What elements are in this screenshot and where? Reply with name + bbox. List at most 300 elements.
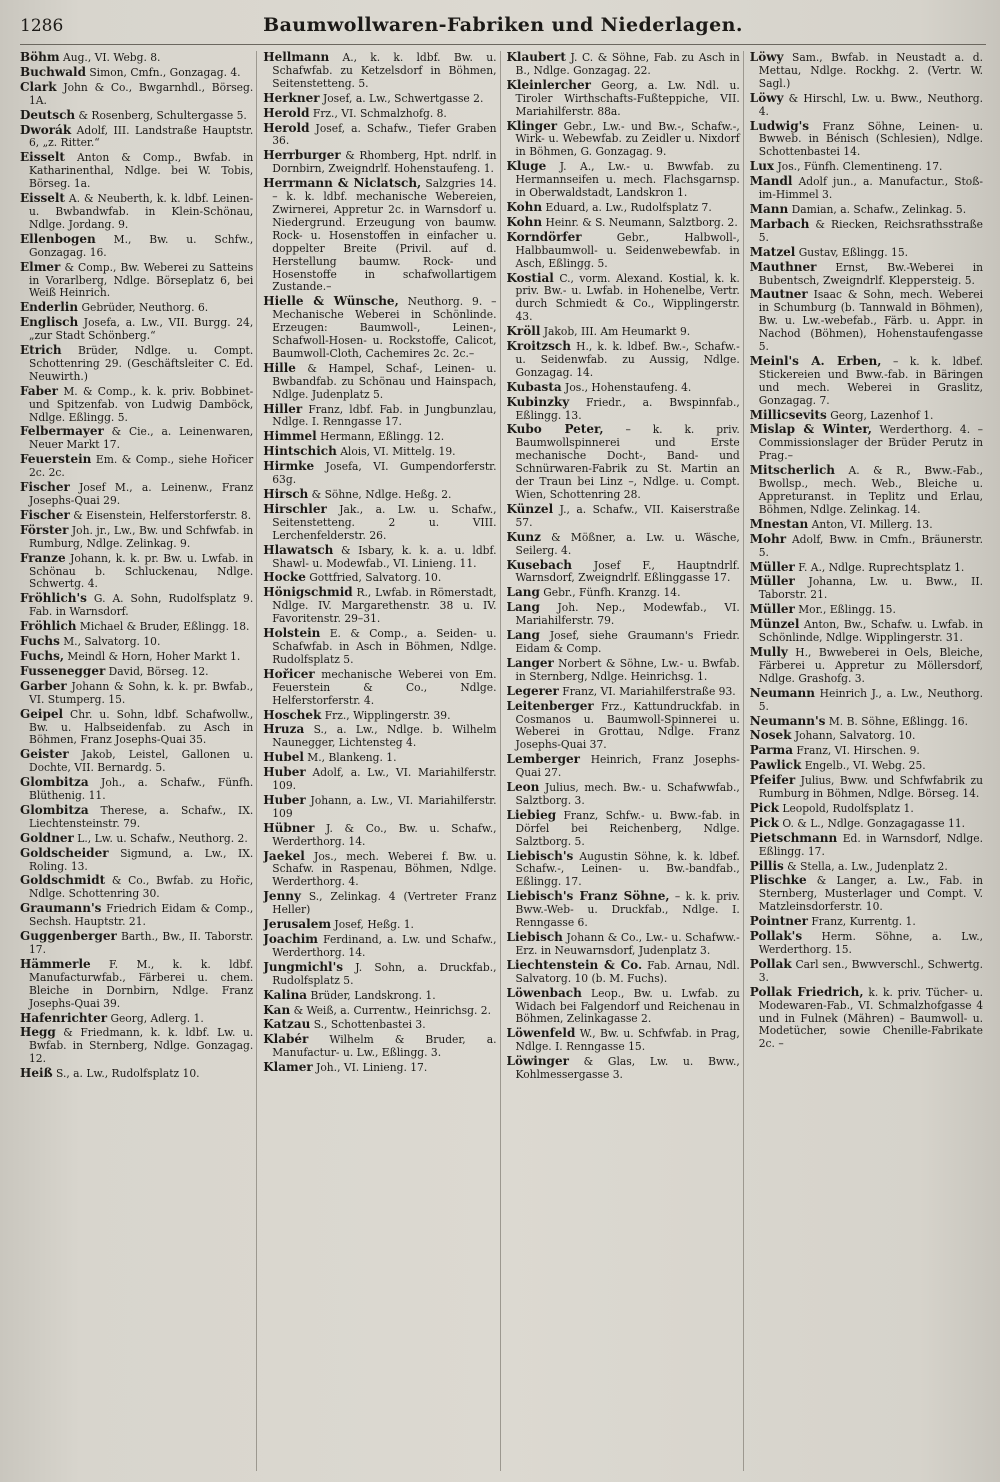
- entry-name: Geister: [20, 747, 69, 762]
- entry-name: Fuchs,: [20, 648, 64, 663]
- entry-details: Johann & Co., Lw.- u. Schafww.-Erz. in Neuwarnsdorf, Judenplatz 3.: [515, 931, 740, 957]
- directory-entry: [20, 708, 253, 748]
- directory-entry: [263, 918, 496, 932]
- entry-details: C., vorm. Alexand. Kostial, k. k. priv. Bw.- u. Lwfab. in Hohenelbe, Vertr. durch Schmiedt & Co., Wipplingerstr. 43.: [515, 271, 740, 324]
- entry-details: Georg, Adlerg. 1.: [107, 1011, 204, 1025]
- directory-entry: [750, 618, 983, 645]
- entry-details: Barth., Bw., II. Taborstr. 17.: [29, 930, 254, 956]
- directory-entry: [507, 753, 740, 780]
- entry-name: Jerusalem: [263, 917, 332, 932]
- entry-details: & Cie., a. Leinenwaren, Neuer Markt 17.: [29, 425, 254, 452]
- entry-details: Johann & Sohn, k. k. pr. Bwfab., VI. Stumperg. 15.: [29, 679, 254, 706]
- entry-details: Mor., Eßlingg. 15.: [794, 603, 896, 617]
- entry-name: Pillis: [749, 858, 784, 873]
- entry-name: Eisselt: [20, 150, 65, 165]
- entry-details: J., a. Schafw., VII. Kaiserstraße 57.: [515, 502, 740, 529]
- entry-name: Liebisch's Franz Söhne,: [506, 889, 670, 904]
- entry-name: Eisselt: [20, 191, 65, 206]
- entry-name: Müller: [749, 574, 795, 589]
- entry-name: Ellenbogen: [20, 231, 96, 246]
- entry-name: Hübner: [263, 820, 315, 835]
- directory-entry: [750, 518, 983, 532]
- entry-details: E. & Comp., a. Seiden- u. Schafwfab. in Asch in Böhmen, Ndlge. Rudolfsplatz 5.: [272, 627, 497, 666]
- entry-details: Eduard, a. Lw., Rudolfsplatz 7.: [542, 200, 712, 214]
- entry-name: Münzel: [749, 617, 800, 632]
- directory-entry: [750, 423, 983, 463]
- directory-entry: [507, 340, 740, 380]
- entry-name: Herold: [263, 105, 310, 120]
- entry-name: Pointner: [749, 914, 808, 929]
- directory-entry: [750, 288, 983, 354]
- directory-entry: [507, 79, 740, 119]
- entry-details: Meindl & Horn, Hoher Markt 1.: [64, 649, 241, 663]
- directory-entry: [507, 503, 740, 530]
- entry-details: Isaac & Sohn, mech. Weberei in Schumburg (b. Tannwald in Böhmen), Bw. u. Lw.-webefab., Färb. u. Appr. in Nachod (Böhmen), Hohenstaufengasse 5.: [758, 288, 983, 354]
- entry-name: Pollak's: [749, 929, 803, 944]
- entry-name: Goldschmidt: [20, 873, 106, 888]
- directory-entry: [750, 355, 983, 408]
- entry-details: Alois, VI. Mittelg. 19.: [336, 445, 456, 459]
- entry-name: Plischke: [749, 873, 807, 888]
- directory-entry: [20, 847, 253, 874]
- directory-entry: [20, 1012, 253, 1026]
- entry-details: Georg, a. Lw. Ndl. u. Tiroler Wirthschafts-Fußteppiche, VII. Mariahilferstr. 88a.: [515, 78, 740, 118]
- entry-name: Pick: [749, 815, 779, 830]
- entry-name: Kalina: [263, 987, 308, 1002]
- entry-details: Salzgries 14. – k. k. ldbf. mechanische Webereien, Zwirnerei, Appretur 2c. in Warnsdorf u. Niedergrund. Erzeugung von baumw. Rock- u. Hosenstoffen in einfacher u. doppelter Breite (Privil. auf d. Herstellung baumw. Rock- und Hosenstoffe in schafwollartigem Zustande.–: [272, 177, 497, 294]
- entry-details: & Rosenberg, Schultergasse 5.: [75, 108, 247, 122]
- directory-entry: [263, 362, 496, 402]
- directory-column-1: [20, 51, 257, 1471]
- entry-details: Josef, a. Schafw., Tiefer Graben 36.: [272, 121, 497, 148]
- entry-name: Kubinzky: [506, 394, 570, 409]
- entry-details: Ferdinand, a. Lw. und Schafw., Werderthorg. 14.: [272, 933, 497, 959]
- directory-entry: [750, 986, 983, 1052]
- directory-entry: [263, 571, 496, 585]
- entry-details: Werderthorg. 4. – Commissionslager der Brüder Perutz in Prag.–: [758, 423, 983, 463]
- directory-entry: [20, 316, 253, 343]
- entry-details: Heinr. & S. Neumann, Salztborg. 2.: [542, 215, 738, 229]
- directory-entry: [263, 989, 496, 1003]
- entry-details: Carl sen., Bwwverschl., Schwertg. 3.: [758, 957, 983, 984]
- directory-entry: [263, 503, 496, 543]
- entry-name: Liebisch's: [506, 848, 574, 863]
- entry-name: Mohr: [749, 531, 787, 546]
- directory-entry: [263, 460, 496, 487]
- entry-name: Löwenfeld: [506, 1026, 576, 1041]
- entry-details: Ernst, Bw.-Weberei in Bubentsch, Zweigndrlf. Kleppersteig. 5.: [758, 260, 983, 287]
- entry-details: Em. & Comp., siehe Hořicer 2c. 2c.: [29, 453, 254, 480]
- entry-name: Hirsch: [263, 487, 309, 501]
- entry-name: Hořicer: [263, 666, 315, 681]
- directory-entry: [750, 175, 983, 202]
- entry-name: Hielle & Wünsche,: [263, 294, 399, 309]
- entry-name: Kostial: [506, 270, 554, 285]
- entry-name: Müller: [749, 602, 795, 617]
- entry-details: Michael & Bruder, Eßlingg. 18.: [76, 620, 250, 634]
- entry-details: Frz., VI. Schmalzhofg. 8.: [309, 106, 447, 120]
- directory-entry: [263, 544, 496, 571]
- entry-details: F. A., Ndlge. Ruprechtsplatz 1.: [794, 560, 965, 574]
- entry-name: Goldner: [20, 830, 74, 845]
- entry-details: J. & Co., Bw. u. Schafw., Werderthorg. 14.: [272, 821, 497, 848]
- directory-entry: [507, 685, 740, 699]
- directory-entry: [507, 781, 740, 808]
- entry-name: Kleinlercher: [506, 77, 591, 92]
- entry-details: Johanna, Lw. u. Bww., II. Taborstr. 21.: [758, 575, 983, 602]
- directory-entry: [507, 531, 740, 558]
- entry-details: R., Lwfab. in Römerstadt, Ndlge. IV. Margarethenstr. 38 u. IV. Favoritenstr. 29–31.: [272, 586, 497, 626]
- directory-entry: [263, 586, 496, 626]
- directory-entry: [20, 874, 253, 901]
- directory-entry: [750, 715, 983, 729]
- entry-name: Fröhlich's: [20, 591, 87, 606]
- entry-name: Matzel: [749, 244, 796, 259]
- entry-details: Joh. jr., Lw., Bw. und Schfwfab. in Rumburg, Ndlge. Zelinkag. 9.: [29, 523, 254, 550]
- entry-details: M., Salvatorg. 10.: [59, 635, 161, 649]
- directory-entry: [263, 149, 496, 176]
- directory-entry: [20, 1026, 253, 1066]
- entry-details: Franz, Kurrentg. 1.: [807, 915, 916, 929]
- entry-details: Simon, Cmfn., Gonzagag. 4.: [85, 65, 241, 79]
- entry-details: M. & Comp., k. k. priv. Bobbinet- und Spitzenfab. von Ludwig Damböck, Ndlge. Eßlingg. 5.: [29, 384, 254, 424]
- directory-entry: [20, 109, 253, 123]
- entry-details: – k. k. priv. Bww.-Web- u. Druckfab., Ndlge. I. Renngasse 6.: [515, 890, 740, 930]
- directory-entry: [750, 915, 983, 929]
- entry-details: Engelb., VI. Webg. 25.: [801, 759, 926, 773]
- entry-details: Brüder, Ndlge. u. Compt. Schottenring 29. (Geschäftsleiter C. Ed. Neuwirth.): [29, 344, 254, 383]
- directory-entry: [507, 890, 740, 930]
- entry-name: Mitscherlich: [749, 463, 836, 478]
- directory-entry: [750, 533, 983, 560]
- directory-entry: [263, 1004, 496, 1018]
- entry-details: S., a. Lw., Rudolfsplatz 10.: [52, 1067, 200, 1081]
- entry-name: Clark: [20, 79, 57, 94]
- entry-name: Fischer: [20, 507, 70, 522]
- directory-entry: [263, 177, 496, 294]
- entry-details: & Co., Bwfab. zu Hořic, Ndlge. Schottenring 30.: [29, 874, 254, 901]
- entry-name: Parma: [749, 743, 794, 758]
- entry-details: & Stella, a. Lw., Judenplatz 2.: [783, 859, 948, 873]
- entry-details: Heinrich, Franz Josephs-Quai 27.: [515, 753, 740, 780]
- entry-details: Gebr., Lw.- und Bw.-, Schafw.-, Wirk- u. Webewfab. zu Zeidler u. Nixdorf in Böhmen, G. Gonzagag. 9.: [515, 119, 740, 159]
- entry-name: Lux: [749, 159, 775, 174]
- entry-details: Norbert & Söhne, Lw.- u. Bwfab. in Sternberg, Ndlge. Heinrichsg. 1.: [515, 656, 740, 683]
- entry-name: Millicsevits: [749, 407, 827, 422]
- entry-details: S., a. Lw., Ndlge. b. Wilhelm Naunegger, Lichtensteg 4.: [272, 723, 497, 750]
- directory-entry: [507, 1055, 740, 1082]
- directory-entry: [507, 272, 740, 325]
- entry-details: Damian, a. Schafw., Zelinkag. 5.: [788, 202, 967, 216]
- entry-name: Kusebach: [506, 557, 572, 572]
- entry-details: Anton, Bw., Schafw. u. Lwfab. in Schönlinde, Ndlge. Wipplingerstr. 31.: [758, 618, 983, 645]
- directory-entry: [750, 261, 983, 288]
- entry-name: Löwy: [749, 51, 784, 64]
- directory-entry: [750, 464, 983, 517]
- entry-name: Mislap & Winter,: [749, 422, 872, 437]
- entry-name: Elmer: [20, 259, 61, 274]
- directory-entry: [750, 246, 983, 260]
- entry-details: Adolf, III. Landstraße Hauptstr. 6, „z. Ritter.“: [29, 123, 254, 150]
- entry-details: S., Zelinkag. 4 (Vertreter Franz Heller): [272, 890, 497, 917]
- entry-name: Liechtenstein & Co.: [506, 957, 643, 972]
- entry-details: & Söhne, Ndlge. Heßg. 2.: [308, 488, 452, 501]
- directory-entry: [263, 668, 496, 708]
- entry-details: Jakob, Leistel, Gallonen u. Dochte, VII. Bernardg. 5.: [29, 748, 254, 775]
- entry-name: Felbermayer: [20, 424, 104, 439]
- entry-details: H., k. k. ldbef. Bw.-, Schafw.- u. Seidenwfab. zu Aussig, Ndlge. Gonzagag. 14.: [515, 340, 740, 379]
- entry-name: Faber: [20, 383, 58, 398]
- entry-name: Leitenberger: [506, 698, 594, 713]
- directory-entry: [507, 850, 740, 890]
- entry-name: Hiller: [263, 401, 303, 416]
- entry-details: & Hirschl, Lw. u. Bww., Neuthorg. 4.: [758, 91, 983, 118]
- entry-name: Hocke: [263, 570, 306, 585]
- entry-name: Löwenbach: [506, 985, 582, 1000]
- directory-entry: [507, 700, 740, 753]
- entry-name: Mnestan: [749, 516, 809, 531]
- entry-details: & Riecken, Reichsrathsstraße 5.: [758, 217, 983, 244]
- directory-entry: [507, 216, 740, 230]
- entry-name: Pawlick: [749, 758, 802, 773]
- directory-entry: [263, 822, 496, 849]
- entry-details: Gustav, Eßlingg. 15.: [795, 245, 909, 259]
- entry-name: Englisch: [20, 315, 79, 330]
- directory-entry: [263, 961, 496, 988]
- entry-details: J. Sohn, a. Druckfab., Rudolfsplatz 5.: [272, 960, 497, 987]
- entry-details: S., Schottenbastei 3.: [310, 1018, 426, 1032]
- directory-entry: [263, 751, 496, 765]
- directory-entry: [750, 759, 983, 773]
- directory-entry: [507, 396, 740, 423]
- entry-name: Künzel: [506, 501, 554, 516]
- entry-name: Neumann: [749, 685, 815, 700]
- entry-details: John & Co., Bwgarnhdl., Börseg. 1A.: [29, 80, 254, 107]
- directory-entry: [20, 748, 253, 775]
- entry-name: Pollak Friedrich,: [749, 984, 864, 999]
- directory-entry: [750, 729, 983, 743]
- entry-name: Legerer: [506, 683, 559, 698]
- directory-entry: [20, 958, 253, 1011]
- entry-name: Kan: [263, 1002, 291, 1017]
- directory-entry: [20, 509, 253, 523]
- entry-name: Deutsch: [20, 107, 76, 122]
- entry-details: Leopold, Rudolfsplatz 1.: [778, 801, 914, 815]
- entry-name: Liebisch: [506, 930, 563, 944]
- directory-entry: [263, 709, 496, 723]
- directory-entry: [263, 933, 496, 960]
- directory-entry: [750, 958, 983, 985]
- directory-entry: [263, 1033, 496, 1060]
- directory-entry: [750, 51, 983, 91]
- directory-entry: [507, 809, 740, 849]
- entry-name: Franze: [20, 550, 66, 565]
- directory-entry: [750, 802, 983, 816]
- directory-entry: [20, 233, 253, 260]
- entry-details: Ed. in Warnsdorf, Ndlge. Eßlingg. 17.: [758, 831, 983, 858]
- directory-entry: [263, 107, 496, 121]
- entry-name: Fischer: [20, 480, 70, 495]
- entry-details: Herm. Söhne, a. Lw., Werderthorg. 15.: [758, 930, 983, 956]
- entry-name: Hafenrichter: [20, 1010, 108, 1025]
- directory-entry: [20, 81, 253, 108]
- entry-name: Hirmke: [263, 459, 315, 474]
- directory-entry: [507, 657, 740, 684]
- directory-entry: [263, 403, 496, 430]
- directory-entry: [507, 325, 740, 339]
- entry-name: Hlawatsch: [263, 542, 334, 557]
- entry-name: Huber: [263, 792, 306, 807]
- entry-name: Nosek: [749, 728, 792, 743]
- entry-details: Leop., Bw. u. Lwfab. zu Widach bei Falgendorf und Reichenau in Böhmen, Zelinkagasse 2.: [515, 986, 740, 1026]
- directory-entry: [750, 120, 983, 160]
- entry-name: Hruza: [263, 722, 305, 737]
- entry-details: Josef, a. Lw., Schwertgasse 2.: [319, 91, 484, 105]
- entry-name: Katzau: [263, 1017, 311, 1032]
- directory-entry: [20, 344, 253, 384]
- directory-entry: [507, 601, 740, 628]
- entry-name: Hämmerle: [20, 956, 91, 971]
- entry-details: & Hampel, Schaf-, Leinen- u. Bwbandfab. zu Schönau und Hainspach, Ndlge. Judenplatz 5.: [272, 361, 497, 401]
- entry-name: Goldscheider: [20, 845, 109, 860]
- entry-details: J. A., Lw.- u. Bwwfab. zu Hermannseifen u. mech. Flachsgarnsp. in Oberwaldstadt, Landskron 1.: [515, 160, 740, 200]
- directory-entry: [20, 301, 253, 315]
- entry-details: & Friedmann, k. k. ldbf. Lw. u. Bwfab. in Sternberg, Ndlge. Gonzagag. 12.: [29, 1026, 254, 1066]
- directory-entry: [20, 425, 253, 452]
- entry-name: Jenny: [263, 889, 301, 904]
- entry-name: Neumann's: [749, 713, 826, 728]
- entry-name: Garber: [20, 678, 67, 693]
- directory-entry: [263, 51, 496, 91]
- entry-details: & Comp., Bw. Weberei zu Satteins in Vorarlberg, Ndlge. Börseplatz 6, bei Weiß Heinrich.: [29, 260, 254, 300]
- entry-name: Langer: [506, 655, 554, 670]
- entry-name: Lang: [506, 600, 540, 615]
- directory-entry: [263, 723, 496, 750]
- directory-entry: [20, 665, 253, 679]
- entry-details: Anton & Comp., Bwfab. in Katharinenthal, Ndlge. bei W. Tobis, Börseg. 1a.: [29, 151, 254, 191]
- directory-entry: [507, 51, 740, 78]
- directory-entry: [20, 151, 253, 191]
- directory-entry: [507, 931, 740, 958]
- directory-entry: [507, 231, 740, 271]
- directory-entry: [507, 381, 740, 395]
- entry-name: Graumann's: [20, 901, 102, 916]
- directory-entry: [20, 552, 253, 592]
- entry-details: A. & R., Bww.-Fab., Bwollsp., mech. Web., Bleiche u. Appreturanst. in Teplitz und Erlau, Böhmen, Ndlge. Zelinkag. 14.: [758, 464, 983, 516]
- entry-name: Mautner: [749, 287, 808, 302]
- entry-name: Holstein: [263, 626, 321, 641]
- entry-name: Pick: [749, 800, 779, 815]
- entry-name: Meinl's A. Erben,: [749, 353, 882, 368]
- entry-details: Joh. Nep., Modewfab., VI. Mariahilferstr. 79.: [515, 601, 740, 628]
- directory-entry: [750, 218, 983, 245]
- entry-details: Sigmund, a. Lw., IX. Roling. 13.: [29, 846, 254, 873]
- directory-entry: [263, 445, 496, 459]
- entry-details: Jakob, III. Am Heumarkt 9.: [540, 325, 691, 339]
- directory-entry: [263, 850, 496, 890]
- entry-details: H., Bwweberei in Oels, Bleiche, Färberei u. Appretur zu Möllersdorf, Ndlge. Grashofg. 3.: [758, 645, 983, 685]
- entry-details: F. M., k. k. ldbf. Manufacturwfab., Färberei u. chem. Bleiche in Dornbirn, Ndlge. Franz Josephs-Quai 39.: [29, 957, 254, 1010]
- entry-details: & Langer, a. Lw., Fab. in Sternberg, Musterlager und Compt. V. Matzleinsdorferstr. 10.: [758, 874, 983, 914]
- directory-column-2: [263, 51, 500, 1471]
- entry-details: Jos., Fünfh. Clementineng. 17.: [774, 160, 943, 174]
- directory-entry: [507, 120, 740, 160]
- entry-details: Gebr., Fünfh. Kranzg. 14.: [539, 586, 681, 600]
- entry-name: Huber: [263, 765, 306, 780]
- entry-name: Leon: [506, 780, 540, 795]
- entry-name: Mann: [749, 201, 789, 216]
- directory-entry: [20, 592, 253, 619]
- entry-details: O. & L., Ndlge. Gonzagagasse 11.: [778, 816, 966, 830]
- entry-details: Josef F., Hauptndrlf. Warnsdorf, Zweigndrlf. Eßlinggasse 17.: [515, 558, 740, 585]
- entry-details: Augustin Söhne, k. k. ldbef. Schafw.-, Leinen- u. Bw.-bandfab., Eßlingg. 17.: [515, 849, 740, 889]
- entry-name: Ludwig's: [749, 118, 810, 133]
- directory-entry: [507, 1027, 740, 1054]
- directory-entry: [750, 774, 983, 801]
- entry-details: Joh., a. Schafw., Fünfh. Blüthenig. 11.: [29, 776, 254, 803]
- directory-entry: [20, 124, 253, 151]
- directory-entry: [750, 92, 983, 119]
- directory-entry: [507, 160, 740, 200]
- directory-entry: [750, 817, 983, 831]
- entry-details: Josef, Heßg. 1.: [331, 918, 414, 932]
- entry-details: Julius, Bww. und Schfwfabrik zu Rumburg in Böhmen, Ndlge. Börseg. 14.: [758, 774, 983, 801]
- entry-details: Adolf jun., a. Manufactur., Stoß-im-Himmel 3.: [758, 175, 983, 202]
- entry-details: & Isbary, k. k. a. u. ldbf. Shawl- u. Modewfab., VI. Linieng. 11.: [272, 543, 497, 570]
- entry-details: & Rhomberg, Hpt. ndrlf. in Dornbirn, Zweigndrlf. Hohenstaufeng. 1.: [272, 149, 497, 176]
- directory-entry: [20, 51, 253, 65]
- entry-name: Glombitza: [20, 802, 89, 817]
- directory-entry: [20, 261, 253, 301]
- entry-details: David, Börseg. 12.: [105, 664, 209, 678]
- directory-entry: [20, 192, 253, 232]
- entry-name: Kubasta: [506, 379, 562, 394]
- entry-details: k. k. priv. Tücher- u. Modewaren-Fab., VI. Schmalzhofgasse 4 und in Fulnek (Mähren) – Baumwoll- u. Modetücher, sowie Chenille-Fabrikate 2c. –: [758, 985, 983, 1051]
- entry-details: G. A. Sohn, Rudolfsplatz 9. Fab. in Warnsdorf.: [29, 592, 254, 619]
- entry-details: Friedrich Eidam & Comp., Sechsh. Hauptstr. 21.: [29, 902, 254, 929]
- entry-details: Gebr., Halbwoll-, Halbbaumwoll- u. Seidenwebewfab. in Asch, Eßlingg. 5.: [515, 230, 740, 270]
- entry-name: Herold: [263, 120, 310, 135]
- entry-details: Josefa, a. Lw., VII. Burgg. 24, „zur Stadt Schönberg.“: [29, 316, 254, 343]
- directory-entry: [263, 92, 496, 106]
- entry-name: Löwinger: [506, 1054, 569, 1069]
- entry-details: Johann, k. k. pr. Bw. u. Lwfab. in Schönau b. Schluckenau, Ndlge. Schwertg. 4.: [29, 551, 254, 591]
- entry-details: – k. k. ldbef. Stickereien und Bww.-fab. in Bäringen und mech. Weberei in Graslitz, Gonzagag. 7.: [758, 354, 984, 407]
- entry-details: Adolf, Bww. in Cmfn., Bräunerstr. 5.: [758, 532, 983, 559]
- entry-details: J. C. & Söhne, Fab. zu Asch in B., Ndlge. Gonzagag. 22.: [515, 51, 740, 77]
- entry-name: Hille: [263, 360, 296, 375]
- directory-entry: [750, 603, 983, 617]
- entry-details: Josef M., a. Leinenw., Franz Josephs-Quai 29.: [29, 481, 254, 507]
- running-title: Baumwollwaren-Fabriken und Niederlagen.: [263, 14, 743, 36]
- entry-details: Jos., mech. Weberei f. Bw. u. Schafw. in Raspenau, Böhmen, Ndlge. Werderthorg. 4.: [272, 849, 497, 889]
- entry-name: Heiß: [20, 1066, 53, 1081]
- entry-name: Böhm: [20, 51, 60, 64]
- entry-details: Fab. Arnau, Ndl. Salvatorg. 10 (b. M. Fuchs).: [515, 958, 740, 985]
- entry-details: Josef, siehe Graumann's Friedr. Eidam & Comp.: [515, 629, 740, 655]
- directory-entry: [20, 832, 253, 846]
- directory-entry: [263, 890, 496, 917]
- entry-name: Kohn: [506, 214, 543, 229]
- directory-entry: [20, 804, 253, 831]
- entry-name: Fuchs: [20, 634, 60, 649]
- entry-name: Fröhlich: [20, 619, 77, 634]
- entry-details: Therese, a. Schafw., IX. Liechtensteinstr. 79.: [29, 803, 254, 830]
- directory-entry: [263, 430, 496, 444]
- entry-details: Adolf, a. Lw., VI. Mariahilferstr. 109.: [272, 766, 497, 793]
- entry-details: W., Bw. u. Schfwfab. in Prag, Ndlge. I. Renngasse 15.: [515, 1027, 740, 1054]
- directory-entry: [507, 586, 740, 600]
